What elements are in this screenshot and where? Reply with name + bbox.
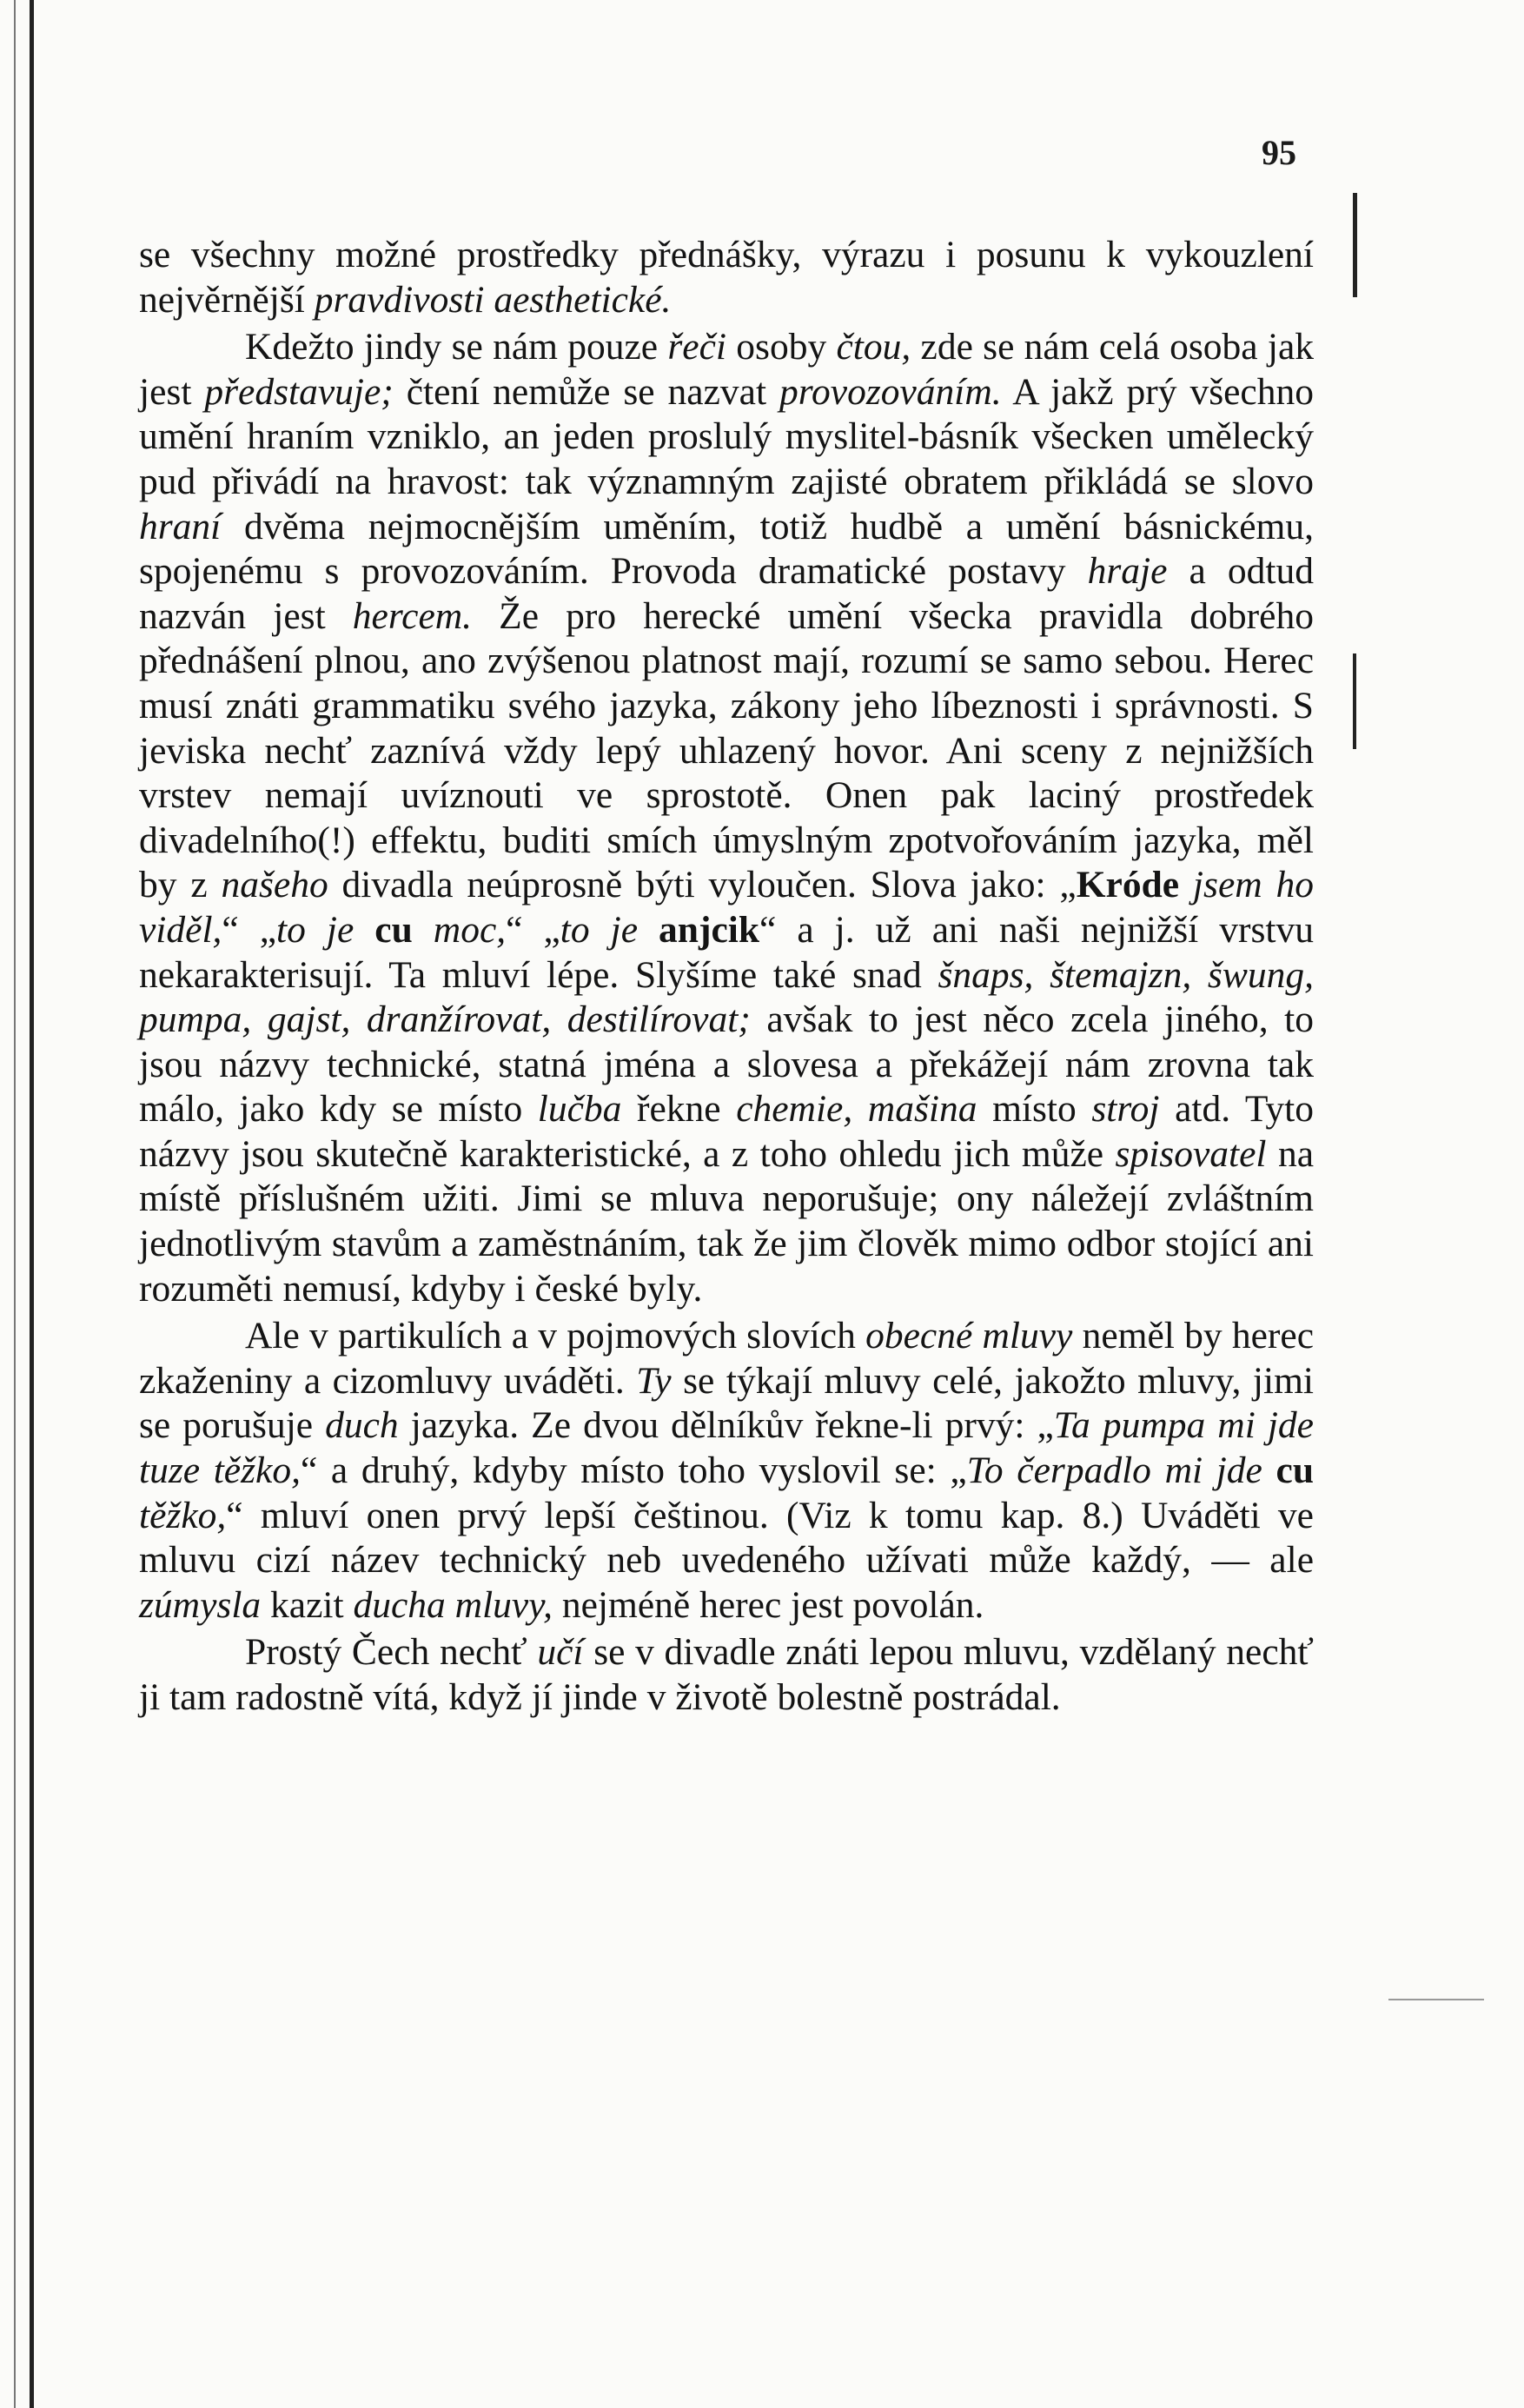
text-segment: stroj bbox=[1091, 1088, 1160, 1131]
text-segment: cu bbox=[374, 908, 413, 951]
text-segment: zde se nám celá osoba jak jest bbox=[139, 326, 1314, 413]
body-text bbox=[139, 233, 1314, 1721]
paragraph-3 bbox=[139, 1314, 1314, 1628]
text-segment: spisovatel bbox=[1115, 1132, 1267, 1175]
text-segment: těžko, bbox=[139, 1494, 227, 1536]
text-segment: se týkají mluvy celé, jakožto mluvy, jimi se porušuje bbox=[139, 1359, 1314, 1447]
text-segment: čtení nemůže se nazvat bbox=[393, 370, 779, 413]
text-segment: lučba bbox=[537, 1088, 622, 1131]
text-segment: Kdežto jindy se nám pouze bbox=[245, 326, 668, 368]
text-segment: “ a j. už ani naši nejnižší vrstvu nekarakterisují. Ta mluví lépe. Slyšíme také snad bbox=[139, 908, 1314, 996]
text-segment: řeči bbox=[667, 326, 727, 368]
text-segment: našeho bbox=[221, 864, 328, 906]
margin-pencil-rule bbox=[1388, 1999, 1484, 2000]
text-segment: osoby bbox=[726, 326, 837, 368]
text-segment: Ty bbox=[636, 1359, 672, 1402]
text-segment: moc, bbox=[412, 908, 507, 951]
text-segment: Prostý Čech nechť bbox=[245, 1631, 538, 1674]
text-segment: to je bbox=[560, 908, 659, 951]
text-segment: avšak to jest něco zcela jiného, to jsou názvy technické, statná jména a slovesa a překážejí nám zrovna tak málo, jako kdy se místo bbox=[139, 998, 1314, 1131]
text-segment: Ta pumpa mi jde tuze těžko, bbox=[139, 1404, 1314, 1492]
text-segment: anjcik bbox=[659, 908, 760, 951]
text-segment: jsem ho viděl, bbox=[139, 864, 1314, 951]
text-segment: “ „ bbox=[506, 908, 560, 951]
text-segment: “ a druhý, kdyby místo toho vyslovil se: „ bbox=[300, 1449, 967, 1492]
text-segment: šnaps, štemajzn, šwung, pumpa, gajst, dranžírovat, destilírovat; bbox=[139, 953, 1314, 1041]
text-segment: na místě příslušném užiti. Jimi se mluva neporušuje; ony náležejí zvláštním jednotlivým stavům a zaměstnáním, tak že jim člověk mimo odbor stojící ani rozuměti nemusí, kdyby i české byly. bbox=[139, 1132, 1315, 1310]
text-segment: dvěma nejmocnějším uměním, totiž hudbě a umění básnickému, spojenému s provozováním. Provoda dramatické postavy bbox=[139, 505, 1314, 593]
text-segment: se v divadle znáti lepou mluvu, vzdělaný nechť ji tam radostně vítá, když jí jinde v životě bolestně postrádal. bbox=[139, 1631, 1314, 1718]
text-segment: jazyka. Ze dvou dělníkův řekne-li prvý: „ bbox=[398, 1404, 1054, 1447]
text-segment: hraní bbox=[139, 505, 222, 547]
text-segment: řekne bbox=[621, 1088, 737, 1131]
text-segment: čtou, bbox=[836, 326, 911, 368]
text-segment: atd. Tyto názvy jsou skutečně karakteristické, a z toho ohledu jich může bbox=[139, 1088, 1315, 1175]
text-segment: učí bbox=[537, 1631, 584, 1674]
page-number: 95 bbox=[1262, 133, 1296, 172]
text-segment: provozováním. bbox=[779, 370, 1002, 413]
paragraph-2 bbox=[139, 325, 1314, 1311]
text-segment: ducha mluvy, bbox=[353, 1583, 553, 1626]
text-segment: pravdivosti aesthetické. bbox=[314, 278, 672, 321]
text-segment: duch bbox=[325, 1404, 399, 1447]
margin-pencil-mark-top bbox=[1353, 193, 1357, 297]
text-segment: Že pro herecké umění všecka pravidla dobrého přednášení plnou, ano zvýšenou platnost mají, rozumí se samo sebou. Herec musí znáti grammatiku svého jazyka, zákony jeho líbeznosti i správnosti. S jeviska nechť zaznívá vždy lepý uhlazený hovor. Ani sceny z nejnižších vrstev nemají uvíznouti ve sprostotě. Onen pak laciný prostředek divadelního(!) effektu, buditi smích úmyslným zpotvořováním jazyka, měl by z bbox=[139, 594, 1314, 906]
text-segment: divadla neúprosně býti vyloučen. Slova jako: „ bbox=[328, 864, 1077, 906]
text-segment: a odtud nazván jest bbox=[139, 550, 1314, 637]
margin-pencil-mark-middle bbox=[1353, 653, 1356, 749]
text-segment: se všechny možné prostředky přednášky, výrazu i posunu k vykouzlení nejvěrnější bbox=[139, 234, 1314, 321]
text-segment: místo bbox=[977, 1088, 1092, 1131]
text-segment: hraje bbox=[1087, 550, 1168, 593]
text-segment: A jakž prý všechno umění hraním vzniklo, an jeden proslulý myslitel-básník všecken umělecký pud přivádí na hravost: tak významným zajisté obratem přikládá se slovo bbox=[139, 370, 1314, 502]
text-segment: hercem. bbox=[352, 594, 473, 637]
text-segment: Króde bbox=[1076, 864, 1180, 906]
paragraph-4 bbox=[139, 1630, 1314, 1720]
text-segment: zúmysla bbox=[139, 1583, 262, 1626]
text-segment: nejméně herec jest povolán. bbox=[553, 1583, 984, 1626]
text-segment: “ „ bbox=[222, 908, 277, 951]
paragraph-1 bbox=[139, 233, 1314, 322]
text-segment: kazit bbox=[261, 1583, 354, 1626]
text-segment: cu bbox=[1276, 1449, 1315, 1492]
text-segment: obecné mluvy bbox=[865, 1315, 1073, 1357]
scan-binding-edge bbox=[30, 0, 34, 2408]
text-segment: chemie, mašina bbox=[736, 1088, 977, 1131]
text-segment: “ mluví onen prvý lepší češtinou. (Viz k tomu kap. 8.) Uváděti ve mluvu cizí název technický neb uvedeného užívati může každý, — ale bbox=[139, 1494, 1314, 1582]
text-segment: představuje; bbox=[204, 370, 394, 413]
scan-border-line bbox=[14, 0, 16, 2408]
text-segment: neměl by herec zkaženiny a cizomluvy uváděti. bbox=[139, 1315, 1314, 1402]
text-segment: Ale v partikulích a v pojmových slovích bbox=[245, 1315, 866, 1357]
text-segment: to je bbox=[276, 908, 375, 951]
text-segment: To čerpadlo mi jde bbox=[966, 1449, 1276, 1492]
